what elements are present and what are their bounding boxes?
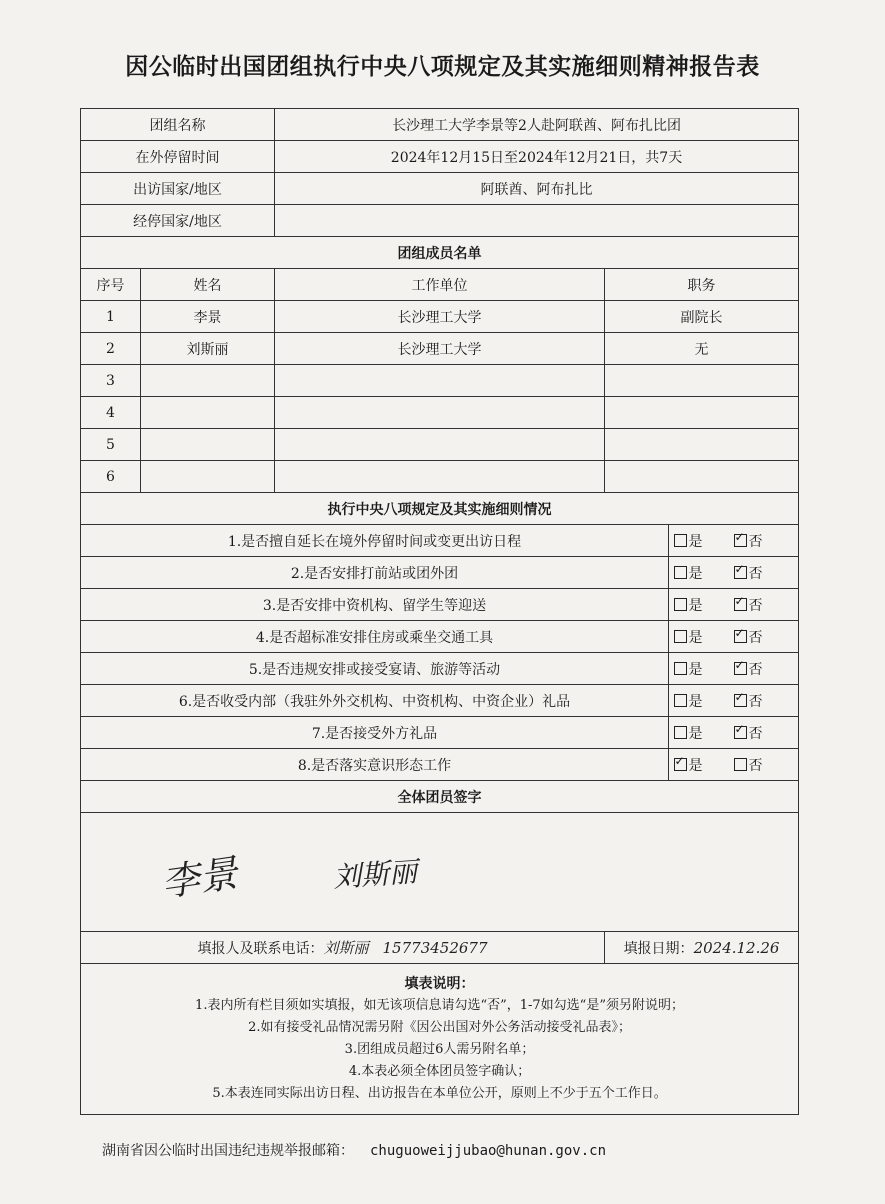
- member-no: 4: [81, 397, 141, 429]
- member-post: [605, 397, 799, 429]
- yes-checkbox[interactable]: [674, 694, 687, 707]
- member-no: 2: [81, 333, 141, 365]
- compliance-row: [81, 525, 799, 557]
- yes-no-options: [669, 621, 799, 653]
- yes-checkbox[interactable]: [674, 630, 687, 643]
- member-name: 刘斯丽: [141, 333, 275, 365]
- signature-area: [81, 813, 799, 932]
- notes-box: [81, 964, 799, 1115]
- member-unit: [275, 397, 605, 429]
- notes-title: 填表说明：: [404, 976, 475, 992]
- no-checkbox[interactable]: [734, 758, 747, 771]
- member-unit: [275, 365, 605, 397]
- visit-value: 阿联酋、阿布扎比: [275, 173, 799, 205]
- member-name: 李景: [141, 301, 275, 333]
- fill-date: 2024.12.26: [693, 938, 780, 957]
- compliance-row: [81, 621, 799, 653]
- yes-checkbox[interactable]: [674, 662, 687, 675]
- stay-value: 2024年12月15日至2024年12月21日，共7天: [275, 141, 799, 173]
- member-unit: 长沙理工大学: [275, 333, 605, 365]
- stay-row: [81, 141, 799, 173]
- no-label: 否: [748, 725, 763, 742]
- col-header-no: 序号: [81, 269, 141, 301]
- report-footer: [102, 1140, 606, 1160]
- yes-label: 是: [688, 597, 703, 614]
- yes-checkbox[interactable]: [674, 566, 687, 579]
- yes-label: 是: [688, 725, 703, 742]
- yes-label: 是: [688, 693, 703, 710]
- member-row: [81, 461, 799, 493]
- signature-liu-sili: 刘斯丽: [332, 855, 419, 894]
- note-item: 5.本表连同实际出访日程、出访报告在本单位公开，原则上不少于五个工作日。: [212, 1086, 667, 1101]
- member-unit: 长沙理工大学: [275, 301, 605, 333]
- yes-checkbox[interactable]: [674, 534, 687, 547]
- filler-row: [81, 932, 799, 964]
- no-label: 否: [748, 757, 763, 774]
- compliance-row: [81, 685, 799, 717]
- compliance-row: [81, 749, 799, 781]
- no-checkbox[interactable]: [734, 598, 747, 611]
- compliance-question: 2.是否安排打前站或团外团: [81, 557, 669, 589]
- yes-checkbox[interactable]: [674, 758, 687, 771]
- report-form: [80, 108, 799, 1115]
- yes-label: 是: [688, 565, 703, 582]
- filler-cell: [81, 932, 605, 964]
- member-no: 1: [81, 301, 141, 333]
- members-section-title: 团组成员名单: [81, 237, 799, 269]
- compliance-question: 7.是否接受外方礼品: [81, 717, 669, 749]
- transit-value: [275, 205, 799, 237]
- visit-row: [81, 173, 799, 205]
- member-row: [81, 301, 799, 333]
- transit-label: 经停国家/地区: [81, 205, 275, 237]
- member-no: 6: [81, 461, 141, 493]
- page-title: 因公临时出国团组执行中央八项规定及其实施细则精神报告表: [125, 54, 760, 80]
- date-label: 填报日期：: [623, 940, 694, 957]
- member-no: 3: [81, 365, 141, 397]
- compliance-question: 1.是否擅自延长在境外停留时间或变更出访日程: [81, 525, 669, 557]
- no-checkbox[interactable]: [734, 566, 747, 579]
- visit-label: 出访国家/地区: [81, 173, 275, 205]
- date-cell: [605, 932, 799, 964]
- member-row: [81, 429, 799, 461]
- compliance-row: [81, 717, 799, 749]
- yes-no-options: [669, 653, 799, 685]
- footer-label: 湖南省因公临时出国违纪违规举报邮箱：: [102, 1143, 354, 1159]
- member-name: [141, 397, 275, 429]
- group-name-row: [81, 109, 799, 141]
- compliance-question: 8.是否落实意识形态工作: [81, 749, 669, 781]
- member-post: 副院长: [605, 301, 799, 333]
- member-row: [81, 365, 799, 397]
- yes-label: 是: [688, 661, 703, 678]
- yes-no-options: [669, 589, 799, 621]
- col-header-name: 姓名: [141, 269, 275, 301]
- no-label: 否: [748, 661, 763, 678]
- compliance-row: [81, 653, 799, 685]
- no-checkbox[interactable]: [734, 630, 747, 643]
- member-post: [605, 461, 799, 493]
- filler-phone: 15773452677: [382, 939, 488, 957]
- filler-name: 刘斯丽: [323, 939, 369, 957]
- compliance-section-title: 执行中央八项规定及其实施细则情况: [81, 493, 799, 525]
- member-row: [81, 333, 799, 365]
- no-checkbox[interactable]: [734, 534, 747, 547]
- note-item: 3.团组成员超过6人需另附名单；: [344, 1042, 535, 1057]
- yes-no-options: [669, 685, 799, 717]
- member-unit: [275, 429, 605, 461]
- member-name: [141, 429, 275, 461]
- group-name-label: 团组名称: [81, 109, 275, 141]
- yes-no-options: [669, 717, 799, 749]
- note-item: 4.本表必须全体团员签字确认；: [348, 1064, 531, 1079]
- signature-li-jing: 李景: [158, 850, 241, 906]
- no-checkbox[interactable]: [734, 662, 747, 675]
- member-post: 无: [605, 333, 799, 365]
- member-no: 5: [81, 429, 141, 461]
- member-name: [141, 461, 275, 493]
- yes-label: 是: [688, 629, 703, 646]
- col-header-post: 职务: [605, 269, 799, 301]
- yes-no-options: [669, 749, 799, 781]
- compliance-question: 6.是否收受内部（我驻外外交机构、中资机构、中资企业）礼品: [81, 685, 669, 717]
- transit-row: [81, 205, 799, 237]
- signature-section-title: 全体团员签字: [81, 781, 799, 813]
- compliance-row: [81, 557, 799, 589]
- group-name-value: 长沙理工大学李景等2人赴阿联酋、阿布扎比团: [275, 109, 799, 141]
- note-item: 1.表内所有栏目须如实填报，如无该项信息请勾选“否”，1-7如勾选“是”须另附说明；: [195, 998, 684, 1013]
- no-label: 否: [748, 693, 763, 710]
- note-item: 2.如有接受礼品情况需另附《因公出国对外公务活动接受礼品表》；: [248, 1020, 631, 1035]
- no-label: 否: [748, 533, 763, 550]
- yes-label: 是: [688, 533, 703, 550]
- member-post: [605, 429, 799, 461]
- report-email[interactable]: chuguoweijjubao@hunan.gov.cn: [370, 1143, 607, 1159]
- yes-checkbox[interactable]: [674, 726, 687, 739]
- yes-no-options: [669, 557, 799, 589]
- yes-no-options: [669, 525, 799, 557]
- no-label: 否: [748, 629, 763, 646]
- member-row: [81, 397, 799, 429]
- filler-label: 填报人及联系电话：: [197, 941, 324, 957]
- col-header-unit: 工作单位: [275, 269, 605, 301]
- compliance-question: 3.是否安排中资机构、留学生等迎送: [81, 589, 669, 621]
- member-post: [605, 365, 799, 397]
- compliance-row: [81, 589, 799, 621]
- no-label: 否: [748, 565, 763, 582]
- member-name: [141, 365, 275, 397]
- no-checkbox[interactable]: [734, 726, 747, 739]
- compliance-question: 5.是否违规安排或接受宴请、旅游等活动: [81, 653, 669, 685]
- no-checkbox[interactable]: [734, 694, 747, 707]
- member-unit: [275, 461, 605, 493]
- stay-label: 在外停留时间: [81, 141, 275, 173]
- compliance-question: 4.是否超标准安排住房或乘坐交通工具: [81, 621, 669, 653]
- no-label: 否: [748, 597, 763, 614]
- members-header-row: [81, 269, 799, 301]
- yes-checkbox[interactable]: [674, 598, 687, 611]
- yes-label: 是: [688, 757, 703, 774]
